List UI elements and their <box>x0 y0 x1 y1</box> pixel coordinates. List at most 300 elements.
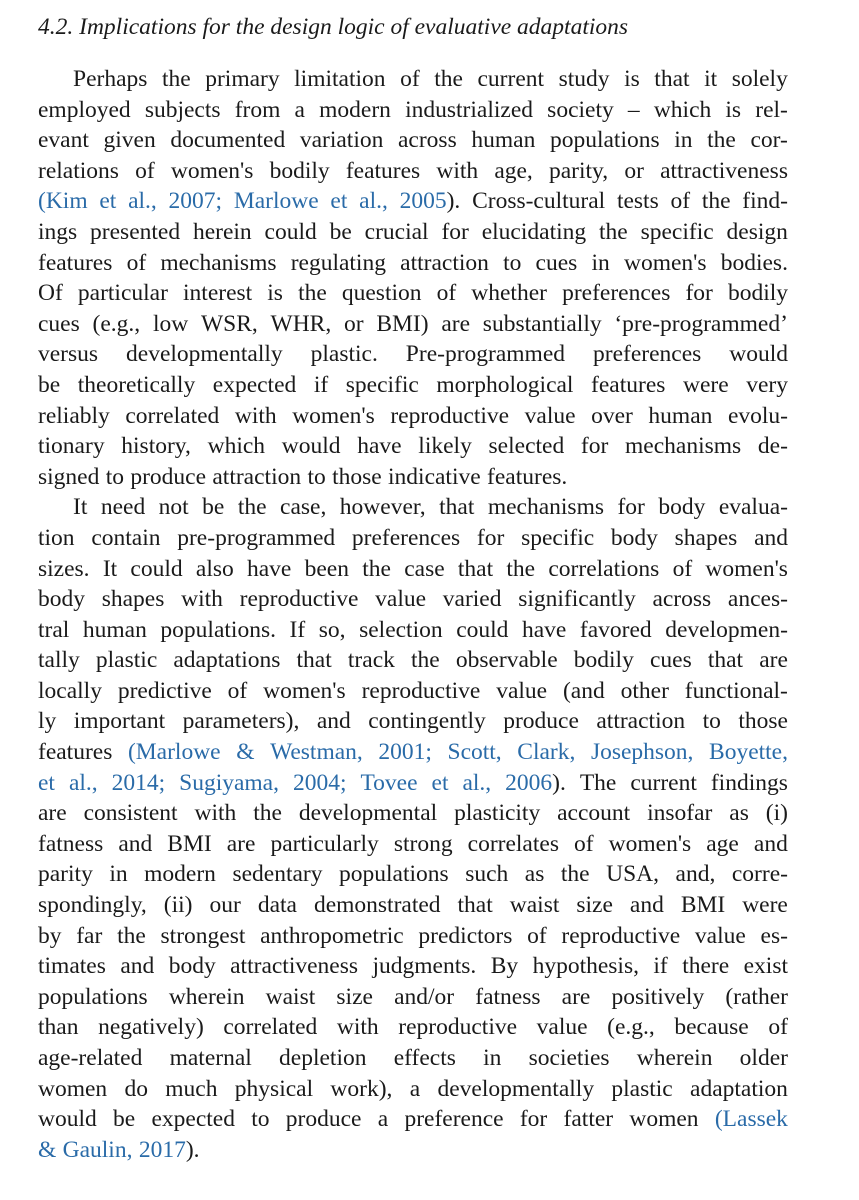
word: attraction <box>212 463 302 490</box>
word: attraction <box>596 708 686 735</box>
word: subjects <box>144 96 221 123</box>
word: are <box>441 310 471 337</box>
word: whether <box>471 280 547 307</box>
word: plastic <box>95 647 158 674</box>
word: modern <box>319 96 391 123</box>
text-line <box>38 462 788 493</box>
word: Of <box>38 280 63 307</box>
citation-link[interactable]: & <box>236 739 255 766</box>
citation-link[interactable]: & <box>38 1136 57 1163</box>
citation-link[interactable]: Josephson, <box>590 739 694 766</box>
word <box>591 737 694 768</box>
word: case, <box>280 494 327 521</box>
text-line <box>38 554 788 585</box>
word: mechanisms <box>160 249 277 276</box>
word: human <box>471 127 536 154</box>
citation-link[interactable]: 2006 <box>505 769 553 796</box>
word <box>359 186 388 217</box>
word: of <box>527 922 547 949</box>
text-line <box>38 523 788 554</box>
word: judgments. <box>372 953 477 980</box>
word: history, <box>121 433 191 460</box>
word: value <box>524 402 576 429</box>
word: human <box>82 616 147 643</box>
word: specific <box>521 524 595 551</box>
word: ly <box>38 708 57 735</box>
text-line <box>38 339 788 370</box>
citation-link[interactable]: 2014; <box>111 769 166 796</box>
word: women's <box>170 157 254 184</box>
word: expected <box>212 371 297 398</box>
word <box>330 186 347 217</box>
citation-link[interactable]: et <box>431 769 449 796</box>
word: indicative <box>388 463 481 490</box>
word: hypothesis, <box>532 953 639 980</box>
word <box>293 768 347 799</box>
word <box>128 186 157 217</box>
word: plastic. <box>310 341 378 368</box>
word: age-related <box>38 1045 143 1071</box>
word: important <box>73 708 166 735</box>
word: negatively) <box>98 1014 204 1041</box>
word: plasticity <box>454 800 541 827</box>
word: with <box>234 402 277 429</box>
word: reliably <box>38 402 110 429</box>
word: developmentally <box>126 341 283 368</box>
word: attraction <box>400 249 489 276</box>
text-line <box>38 859 788 890</box>
word: for <box>580 433 609 460</box>
word <box>69 768 98 799</box>
word: evant <box>38 127 89 154</box>
word: that <box>296 647 332 674</box>
word: produce <box>503 708 579 735</box>
word: variation <box>299 127 384 154</box>
word: tral <box>38 616 70 643</box>
word: wherein <box>636 1045 713 1071</box>
word: of <box>400 66 420 92</box>
citation-link[interactable]: Westman, <box>270 739 363 766</box>
word: and, <box>675 861 716 888</box>
citation-link[interactable]: (Marlowe <box>127 739 221 766</box>
word: varied <box>442 586 502 613</box>
word: populations <box>339 861 449 888</box>
word: predictors <box>418 922 513 949</box>
word: employed <box>38 96 131 123</box>
text-line <box>38 309 788 340</box>
word <box>38 186 88 217</box>
word: are <box>759 647 788 674</box>
word: positively <box>611 983 705 1010</box>
text-line <box>38 584 788 615</box>
word: timates <box>38 953 106 980</box>
word <box>517 737 575 768</box>
word: for <box>476 524 505 551</box>
word: (rather <box>725 983 788 1010</box>
word: depletion <box>279 1045 367 1071</box>
word: for <box>441 218 469 245</box>
word: would <box>281 433 341 460</box>
word: strongest <box>160 922 246 949</box>
word: reproductive <box>361 677 481 704</box>
citation-link[interactable]: al., <box>462 769 492 796</box>
word: those <box>332 463 382 490</box>
word: parameters), <box>182 708 300 735</box>
word: are <box>38 800 67 827</box>
word: demonstrated <box>313 892 441 919</box>
section-heading: 4.2. Implications for the design logic of evaluative adaptations <box>38 14 629 40</box>
word: Perhaps <box>73 66 148 92</box>
word: current <box>477 66 545 92</box>
word: if <box>313 371 329 398</box>
word: could <box>456 616 509 643</box>
word: mechanisms <box>487 494 604 521</box>
word <box>448 737 502 768</box>
word: BMI <box>167 830 212 857</box>
word: Cross-cultural <box>472 188 606 215</box>
text-line <box>38 768 788 799</box>
word: bodily <box>269 157 330 184</box>
word: features. <box>487 463 568 490</box>
word: (i) <box>765 800 788 827</box>
word: of <box>768 1014 788 1041</box>
text-line <box>38 401 788 432</box>
word: with <box>181 586 223 613</box>
word: shapes <box>674 524 738 551</box>
text-line <box>38 248 788 279</box>
word: for <box>519 1106 548 1133</box>
word: be <box>202 494 225 521</box>
word: or <box>344 310 364 337</box>
text-line <box>38 737 788 768</box>
word: a <box>409 1075 421 1102</box>
word: body <box>658 494 706 521</box>
word: BMI <box>680 892 726 919</box>
word: those <box>738 708 788 735</box>
text-line <box>38 645 788 676</box>
text-line <box>38 186 788 217</box>
word: preferences <box>351 524 461 551</box>
word: es- <box>760 922 788 949</box>
citation-link[interactable]: Sugiyama, <box>179 769 279 796</box>
word: women's <box>623 249 707 276</box>
text-line <box>38 1074 788 1105</box>
word: populations <box>549 127 660 154</box>
word: do <box>124 1075 148 1102</box>
word: attractiveness <box>660 157 788 184</box>
word: tests <box>616 188 659 215</box>
text-line <box>38 431 788 462</box>
word: to <box>251 1106 270 1133</box>
text-line <box>38 615 788 646</box>
word: that <box>457 892 493 919</box>
text-line <box>38 1104 788 1135</box>
word: mechanisms <box>625 433 742 460</box>
word: were <box>742 892 788 919</box>
citation-link[interactable]: Tovee <box>360 769 418 796</box>
word: value <box>496 677 548 704</box>
word: and <box>629 892 664 919</box>
word: not <box>158 494 189 521</box>
word: reproductive <box>561 922 681 949</box>
word: to <box>503 249 522 276</box>
word: the <box>411 647 440 674</box>
article-page <box>38 10 788 1165</box>
word: societies <box>528 1045 610 1071</box>
text-line <box>38 921 788 952</box>
word <box>715 1104 788 1135</box>
word: to <box>307 463 326 490</box>
word: value <box>694 922 746 949</box>
word: find- <box>742 188 788 215</box>
word: relations <box>38 157 119 184</box>
word: observable <box>455 647 558 674</box>
word: over <box>591 402 633 429</box>
citation-link[interactable]: Marlowe <box>233 188 319 215</box>
word: as <box>524 861 545 888</box>
word: sizes. <box>38 555 90 582</box>
word: bodily <box>573 647 634 674</box>
word: been <box>304 555 349 582</box>
word: preferences <box>562 280 671 307</box>
word: of <box>126 249 147 276</box>
word: fatness <box>475 983 541 1010</box>
word: adaptations <box>173 647 281 674</box>
word: of <box>574 830 594 857</box>
word: tally <box>38 647 80 674</box>
word: have <box>521 616 567 643</box>
word: modern <box>144 861 216 888</box>
citation-link[interactable]: 2004; <box>292 769 347 796</box>
word: and <box>316 708 351 735</box>
word: morphological <box>436 371 574 398</box>
word: to <box>105 463 124 490</box>
word <box>128 737 221 768</box>
word: crucial <box>364 218 429 245</box>
word: shapes <box>101 586 165 613</box>
word: tionary <box>38 433 105 460</box>
word: adaptation <box>690 1075 788 1102</box>
word: if <box>653 953 668 980</box>
word: fatness <box>38 830 104 857</box>
word: size <box>576 892 613 919</box>
word: (and <box>562 677 605 704</box>
word: the <box>707 127 736 154</box>
text-line <box>38 890 788 921</box>
word: in <box>109 861 128 888</box>
word: features <box>591 371 666 398</box>
word: society <box>547 96 614 123</box>
word: specific <box>640 218 714 245</box>
word <box>432 768 449 799</box>
word: which <box>207 433 266 460</box>
word: elucidating <box>481 218 587 245</box>
citation-link[interactable]: Gaulin, <box>62 1136 133 1163</box>
citation-link[interactable]: (Kim <box>38 188 88 215</box>
word <box>378 737 432 768</box>
word: the <box>506 555 536 582</box>
word: It <box>73 494 88 521</box>
word: that <box>654 66 690 92</box>
word: is <box>624 66 640 92</box>
word: developmentally <box>437 1075 595 1102</box>
word: Pre-programmed <box>405 341 566 368</box>
word: documented <box>170 127 286 154</box>
word: 2005). <box>399 188 461 215</box>
word: ings <box>38 218 78 245</box>
word: By <box>490 953 519 980</box>
word: cues <box>649 647 692 674</box>
word: contain <box>91 524 161 551</box>
word: value <box>536 1014 588 1041</box>
word <box>38 768 55 799</box>
word: of <box>670 188 691 215</box>
word: of <box>436 280 457 307</box>
word: human <box>648 402 713 429</box>
word: (e.g., <box>92 310 141 337</box>
word: developmental <box>298 800 438 827</box>
word: age <box>706 830 739 857</box>
word: question <box>341 280 422 307</box>
word <box>179 768 279 799</box>
text-line <box>38 798 788 829</box>
word: features <box>38 249 113 276</box>
word: – <box>627 96 640 123</box>
citation-link[interactable]: al., <box>359 188 388 215</box>
citation-link[interactable]: 2001; <box>378 739 432 766</box>
word: there <box>682 953 730 980</box>
word: however, <box>339 494 426 521</box>
citation-link[interactable]: Boyette, <box>709 739 788 766</box>
word: across <box>398 127 457 154</box>
word: far <box>76 922 103 949</box>
word: functional- <box>684 677 788 704</box>
word: regulating <box>290 249 386 276</box>
word: pre-programmed <box>177 524 336 551</box>
word: with <box>336 1014 379 1041</box>
citation-link[interactable]: (Lassek <box>714 1106 788 1133</box>
word: that <box>457 555 494 582</box>
word: that <box>707 647 744 674</box>
citation-link[interactable]: et <box>330 188 348 215</box>
word: significantly <box>518 586 636 613</box>
word: specific <box>345 371 419 398</box>
word: the <box>161 66 191 92</box>
word: very <box>746 371 788 398</box>
text-line <box>38 1135 788 1166</box>
word: The <box>579 769 617 796</box>
word <box>360 768 417 799</box>
word: features <box>38 739 113 766</box>
text-line <box>38 1043 788 1074</box>
word: in <box>483 1045 502 1071</box>
word <box>169 186 223 217</box>
text-line <box>38 278 788 309</box>
word: a <box>377 1106 389 1133</box>
word: preference <box>404 1106 504 1133</box>
word: herein <box>192 218 252 245</box>
text-line <box>38 706 788 737</box>
word <box>709 737 788 768</box>
word: the <box>237 494 267 521</box>
word: bodies. <box>720 249 788 276</box>
word: to <box>702 708 721 735</box>
word: anthropometric <box>260 922 404 949</box>
word: waist <box>509 892 560 919</box>
word: 2017). <box>138 1136 200 1163</box>
word: of <box>672 555 693 582</box>
citation-link[interactable]: al., <box>68 769 98 796</box>
word: than <box>38 1014 79 1041</box>
word: the <box>298 280 327 307</box>
word: our <box>209 892 241 919</box>
word: particularly <box>270 830 379 857</box>
word: by <box>38 922 62 949</box>
word: and/or <box>394 983 455 1010</box>
word: substantially <box>482 310 602 337</box>
word: rel- <box>755 96 788 123</box>
word: would <box>38 1106 97 1133</box>
citation-link[interactable]: Clark, <box>517 739 576 766</box>
word: were <box>682 371 729 398</box>
citation-link[interactable]: al., <box>128 188 157 215</box>
citation-link[interactable]: 2005 <box>399 188 447 215</box>
word: from <box>234 96 281 123</box>
word: primary <box>205 66 280 92</box>
citation-link[interactable]: et <box>38 769 55 796</box>
word: bodily <box>727 280 788 307</box>
word: the <box>434 66 463 92</box>
word: If <box>289 616 306 643</box>
word: ances- <box>727 586 788 613</box>
text-line <box>38 64 788 95</box>
word: in <box>591 249 610 276</box>
citation-link[interactable]: et <box>99 188 117 215</box>
word: the <box>701 188 731 215</box>
word: evolu- <box>727 402 788 429</box>
word: the <box>362 555 391 582</box>
word: locally <box>38 677 102 704</box>
word: be <box>329 218 352 245</box>
word: 2006). <box>505 769 566 796</box>
word: have <box>247 555 292 582</box>
word: women <box>629 1106 699 1133</box>
text-line <box>38 370 788 401</box>
word: the <box>117 922 146 949</box>
citation-link[interactable]: 2017 <box>138 1136 186 1163</box>
word: populations <box>38 983 148 1010</box>
word: reproductive <box>398 1014 518 1041</box>
word: consistent <box>83 800 178 827</box>
word: expected <box>151 1106 235 1133</box>
word: wherein <box>168 983 245 1010</box>
word: it <box>704 66 718 92</box>
word: work), <box>330 1075 393 1102</box>
word: exist <box>743 953 788 980</box>
word: cues <box>38 310 80 337</box>
citation-link[interactable]: 2007; <box>168 188 223 215</box>
word: correlates <box>467 830 559 857</box>
word: populations. <box>160 616 276 643</box>
word: physical <box>234 1075 314 1102</box>
word: likely <box>418 433 472 460</box>
word: also <box>195 555 234 582</box>
citation-link[interactable]: Scott, <box>447 739 502 766</box>
word: or <box>624 157 644 184</box>
word: have <box>357 433 402 460</box>
word: and <box>753 830 788 857</box>
word: would <box>729 341 788 368</box>
